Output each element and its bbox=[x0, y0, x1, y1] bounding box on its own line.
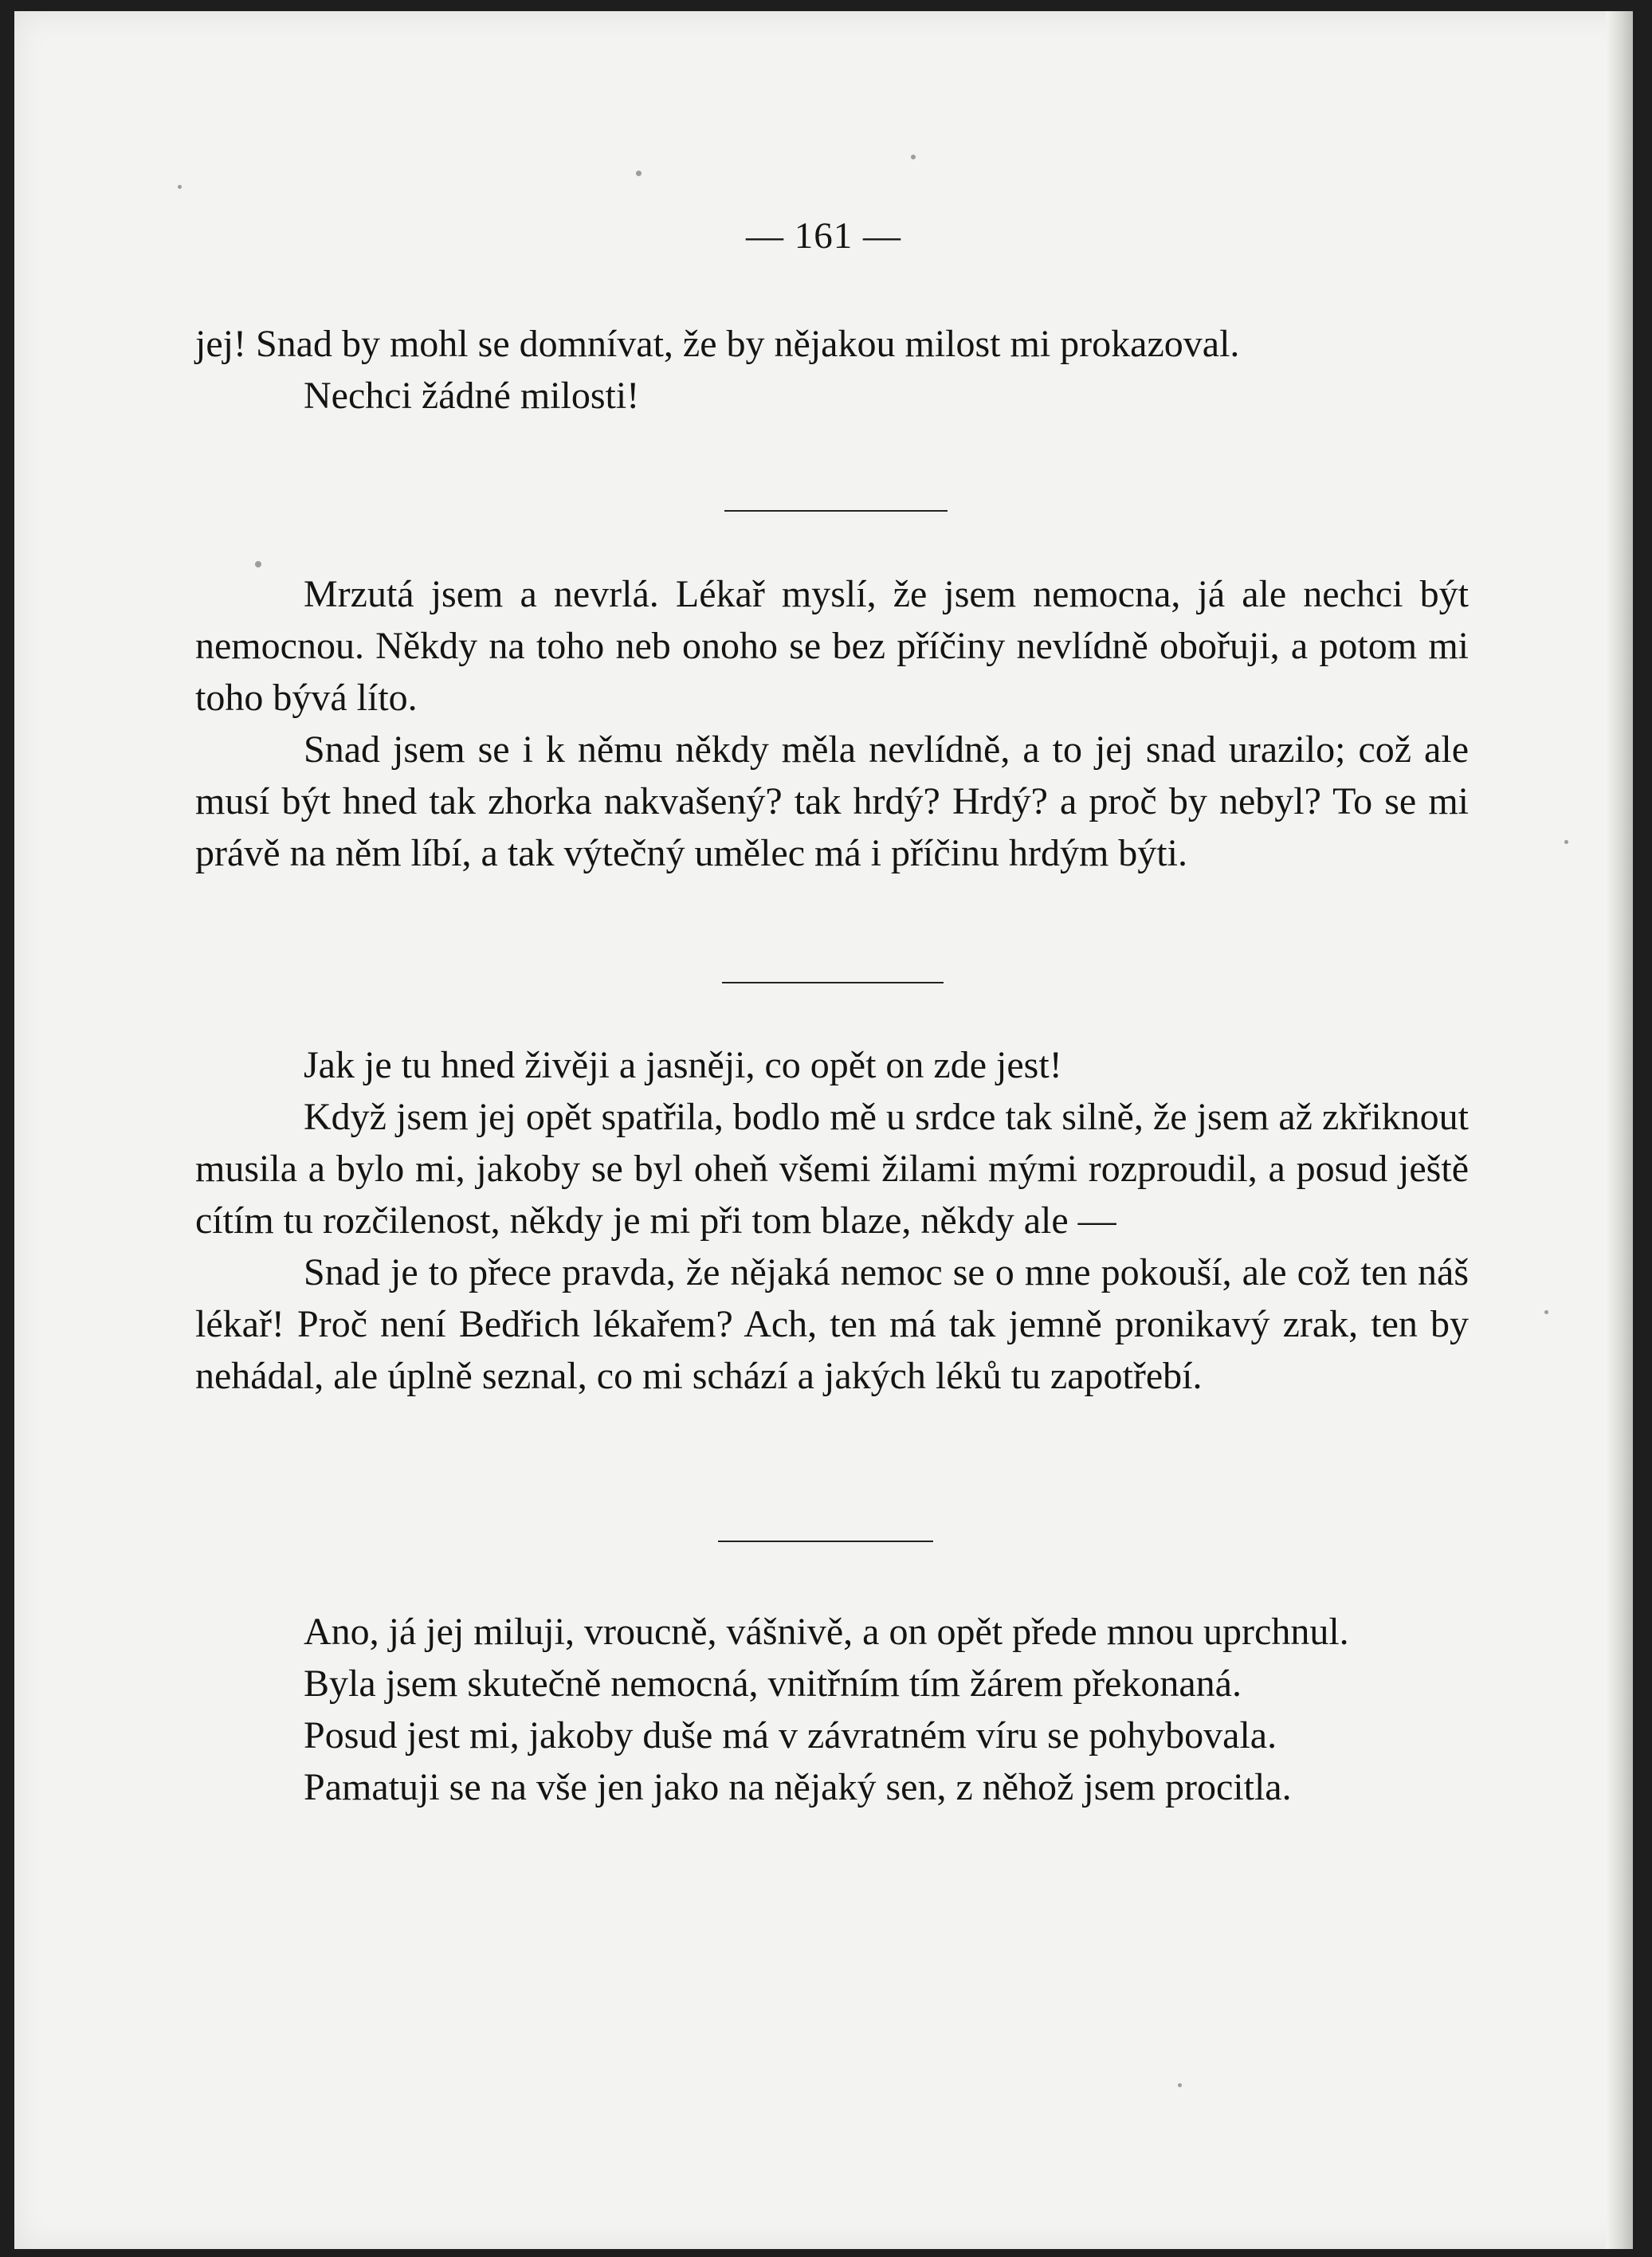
section-separator bbox=[724, 510, 948, 512]
text-section-3 bbox=[195, 1039, 1469, 1402]
paper-speck bbox=[911, 155, 916, 159]
page-number: — 161 — bbox=[746, 215, 901, 257]
paper-speck bbox=[1564, 840, 1568, 844]
section-separator bbox=[722, 982, 944, 983]
book-page bbox=[14, 11, 1633, 2249]
text-section-4 bbox=[195, 1606, 1469, 1813]
paper-speck bbox=[178, 185, 182, 189]
paragraph: Byla jsem skutečně nemocná, vnitřním tím žárem překonaná. bbox=[304, 1662, 1242, 1705]
paragraph: Mrzutá jsem a nevrlá. Lékař myslí, že jsem nemocna, já ale nechci být nemocnou. Někdy na toho neb onoho se bez příčiny nevlídně obořuji, a potom mi toho bývá líto. bbox=[195, 573, 1469, 719]
paper-speck bbox=[1544, 1310, 1548, 1314]
text-section-2 bbox=[195, 568, 1469, 879]
paper-speck bbox=[1178, 2083, 1182, 2087]
paper-speck bbox=[636, 171, 642, 176]
paragraph: Nechci žádné milosti! bbox=[304, 375, 640, 417]
page-edge-shadow bbox=[1606, 11, 1633, 2249]
paper-speck bbox=[255, 561, 261, 567]
paragraph: jej! Snad by mohl se domnívat, že by nějakou milost mi prokazoval. bbox=[195, 323, 1240, 365]
text-section-1 bbox=[195, 318, 1469, 422]
paragraph: Pamatuji se na vše jen jako na nějaký sen, z něhož jsem procitla. bbox=[304, 1766, 1292, 1808]
paragraph: Když jsem jej opět spatřila, bodlo mě u srdce tak silně, že jsem až zkřiknout musila a bylo mi, jakoby se byl oheň všemi žilami mými rozproudil, a posud ještě cítím tu rozčilenost, někdy je mi při tom blaze, někdy ale — bbox=[195, 1096, 1469, 1242]
paragraph: Posud jest mi, jakoby duše má v závratném víru se pohybovala. bbox=[304, 1714, 1277, 1757]
paragraph: Ano, já jej miluji, vroucně, vášnivě, a on opět přede mnou uprchnul. bbox=[304, 1611, 1349, 1653]
paragraph: Snad jsem se i k němu někdy měla nevlídně, a to jej snad urazilo; což ale musí být hned tak zhorka nakvašený? tak hrdý? Hrdý? a proč by nebyl? To se mi právě na něm líbí, a tak výtečný umělec má i příčinu hrdým býti. bbox=[195, 728, 1469, 874]
paragraph: Snad je to přece pravda, že nějaká nemoc se o mne pokouší, ale což ten náš lékař! Proč není Bedřich lékařem? Ach, ten má tak jemně pronikavý zrak, ten by nehádal, ale úplně seznal, co mi schází a jakých léků tu zapotřebí. bbox=[195, 1251, 1469, 1397]
paragraph: Jak je tu hned živěji a jasněji, co opět on zde jest! bbox=[304, 1044, 1062, 1086]
section-separator bbox=[718, 1541, 933, 1542]
